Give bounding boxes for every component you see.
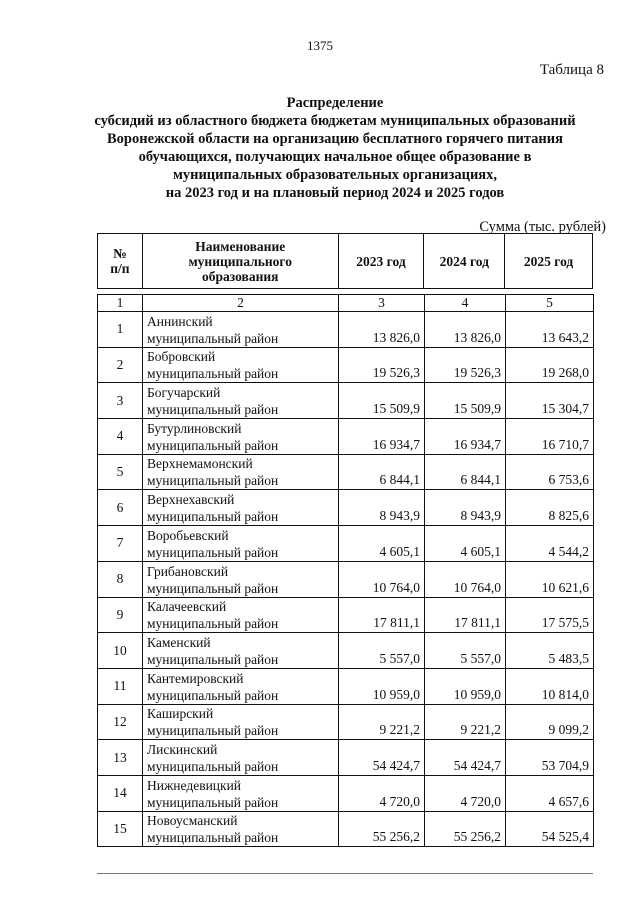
value-2024: 6 844,1 [425,454,506,490]
column-index-row [98,295,594,312]
column-index: 2 [143,295,339,312]
bottom-rule [97,873,593,874]
table-row [98,704,594,740]
table-row [98,490,594,526]
municipality-name: Кантемировский муниципальный район [143,668,339,704]
municipality-name: Каменский муниципальный район [143,633,339,669]
value-2025: 16 710,7 [506,419,594,455]
table-header [97,233,593,289]
row-number: 12 [98,704,143,740]
row-number: 1 [98,312,143,348]
table-row [98,526,594,562]
municipality-name: Верхнехавский муниципальный район [143,490,339,526]
row-number: 11 [98,668,143,704]
table-row [98,668,594,704]
header-num: № п/п [98,234,143,289]
header-2025: 2025 год [505,234,593,289]
value-2023: 17 811,1 [339,597,425,633]
value-2025: 4 544,2 [506,526,594,562]
table-row [98,775,594,811]
value-2025: 13 643,2 [506,312,594,348]
value-2024: 10 959,0 [425,668,506,704]
value-2023: 4 720,0 [339,775,425,811]
municipality-name: Бутурлиновский муниципальный район [143,419,339,455]
municipality-name: Грибановский муниципальный район [143,561,339,597]
value-2025: 6 753,6 [506,454,594,490]
value-2024: 10 764,0 [425,561,506,597]
municipality-name: Бобровский муниципальный район [143,347,339,383]
value-2024: 16 934,7 [425,419,506,455]
row-number: 10 [98,633,143,669]
value-2024: 5 557,0 [425,633,506,669]
table-row [98,561,594,597]
municipality-name: Нижнедевицкий муниципальный район [143,775,339,811]
value-2024: 17 811,1 [425,597,506,633]
row-number: 7 [98,526,143,562]
value-2023: 8 943,9 [339,490,425,526]
value-2024: 4 720,0 [425,775,506,811]
value-2024: 54 424,7 [425,740,506,776]
table-row [98,419,594,455]
header-2023: 2023 год [338,234,424,289]
value-2023: 4 605,1 [339,526,425,562]
value-2025: 10 621,6 [506,561,594,597]
value-2024: 9 221,2 [425,704,506,740]
subsidy-table [97,294,594,847]
row-number: 6 [98,490,143,526]
header-2024: 2024 год [424,234,505,289]
value-2023: 15 509,9 [339,383,425,419]
value-2023: 54 424,7 [339,740,425,776]
table-row [98,454,594,490]
value-2024: 8 943,9 [425,490,506,526]
row-number: 15 [98,811,143,847]
value-2025: 54 525,4 [506,811,594,847]
title-line: субсидий из областного бюджета бюджетам муниципальных образований [94,113,576,129]
municipality-name: Верхнемамонский муниципальный район [143,454,339,490]
title-line: обучающихся, получающих начальное общее образование в [138,149,532,165]
column-index: 3 [339,295,425,312]
value-2025: 53 704,9 [506,740,594,776]
table-row [98,811,594,847]
value-2023: 16 934,7 [339,419,425,455]
page-number: 1375 [307,38,333,53]
table-row [98,740,594,776]
value-2023: 5 557,0 [339,633,425,669]
title-line: муниципальных образовательных организациях, [172,167,498,183]
value-2024: 19 526,3 [425,347,506,383]
sum-units-label: Сумма (тыс. рублей) [479,219,606,235]
title-line: Распределение [286,95,384,111]
value-2024: 13 826,0 [425,312,506,348]
column-index: 1 [98,295,143,312]
table-row [98,633,594,669]
table-row [98,597,594,633]
value-2025: 10 814,0 [506,668,594,704]
value-2025: 17 575,5 [506,597,594,633]
municipality-name: Аннинский муниципальный район [143,312,339,348]
value-2025: 8 825,6 [506,490,594,526]
table-row [98,347,594,383]
value-2023: 13 826,0 [339,312,425,348]
column-index: 5 [506,295,594,312]
document-title [70,94,600,202]
row-number: 5 [98,454,143,490]
header-name: Наименование муниципального образования [142,234,338,289]
municipality-name: Каширский муниципальный район [143,704,339,740]
column-index: 4 [425,295,506,312]
value-2024: 15 509,9 [425,383,506,419]
value-2024: 4 605,1 [425,526,506,562]
row-number: 3 [98,383,143,419]
row-number: 8 [98,561,143,597]
municipality-name: Лискинский муниципальный район [143,740,339,776]
municipality-name: Богучарский муниципальный район [143,383,339,419]
row-number: 4 [98,419,143,455]
row-number: 2 [98,347,143,383]
value-2023: 10 959,0 [339,668,425,704]
value-2025: 5 483,5 [506,633,594,669]
title-line: Воронежской области на организацию бесплатного горячего питания [107,131,563,147]
municipality-name: Калачеевский муниципальный район [143,597,339,633]
value-2023: 10 764,0 [339,561,425,597]
table-row [98,383,594,419]
table-label: Таблица 8 [539,62,604,78]
table-row [98,312,594,348]
row-number: 9 [98,597,143,633]
value-2023: 9 221,2 [339,704,425,740]
value-2023: 55 256,2 [339,811,425,847]
municipality-name: Воробьевский муниципальный район [143,526,339,562]
value-2025: 15 304,7 [506,383,594,419]
value-2025: 4 657,6 [506,775,594,811]
value-2025: 9 099,2 [506,704,594,740]
value-2023: 6 844,1 [339,454,425,490]
value-2025: 19 268,0 [506,347,594,383]
row-number: 14 [98,775,143,811]
title-line: на 2023 год и на плановый период 2024 и 2025 годов [165,185,505,201]
municipality-name: Новоусманский муниципальный район [143,811,339,847]
row-number: 13 [98,740,143,776]
value-2023: 19 526,3 [339,347,425,383]
value-2024: 55 256,2 [425,811,506,847]
header-row [98,234,593,289]
